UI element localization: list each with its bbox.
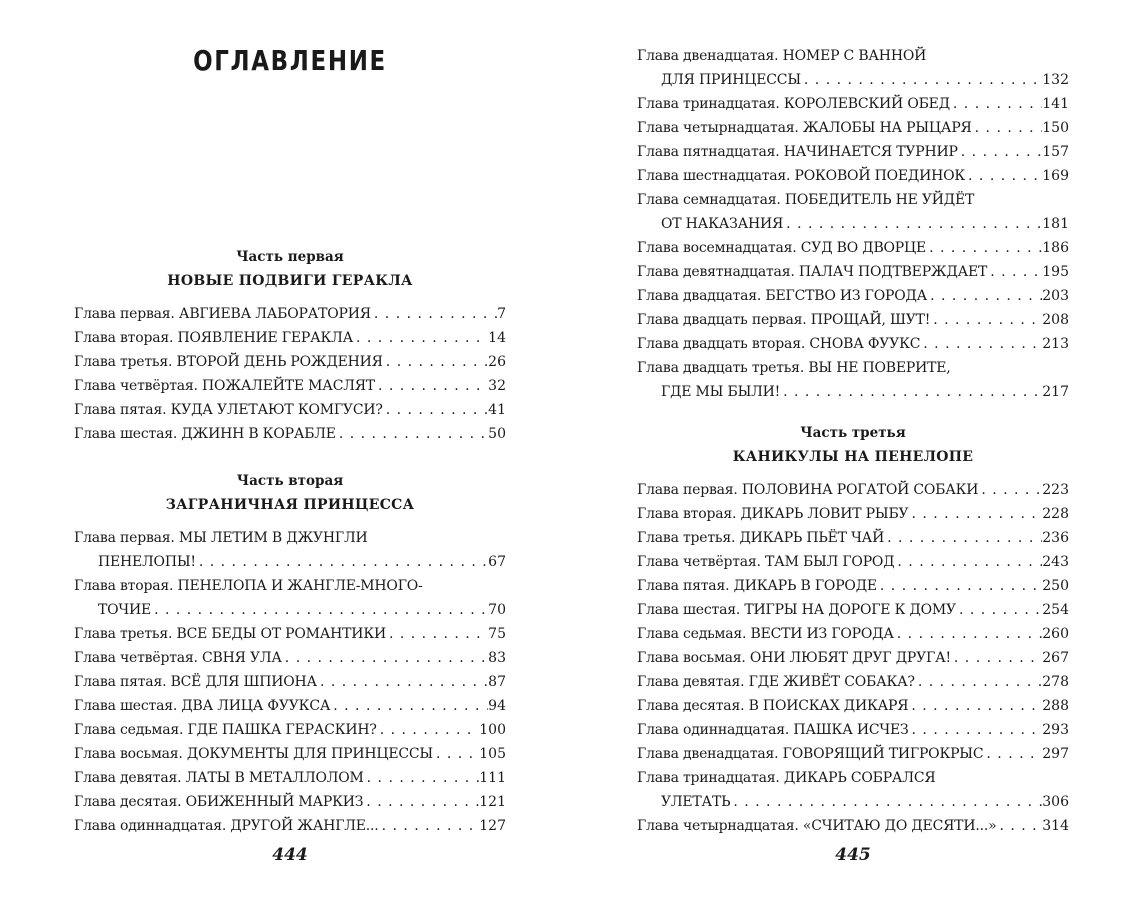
dot-leader [927, 284, 1042, 308]
chapter-title: Глава семнадцатая. ПОБЕДИТЕЛЬ НЕ УЙДЁТ [637, 192, 975, 208]
dot-leader [908, 502, 1042, 526]
chapter-title: Глава девятая. ГДЕ ЖИВЁТ СОБАКА? [637, 674, 915, 690]
toc-entry [637, 646, 1069, 670]
chapter-page-number: 181 [1042, 216, 1069, 232]
dot-leader [801, 68, 1042, 92]
part-label: Часть третья [800, 425, 906, 441]
chapter-page-number: 121 [479, 794, 506, 810]
chapter-title: Глава восьмая. ОНИ ЛЮБЯТ ДРУГ ДРУГА! [637, 650, 951, 666]
chapter-title: Глава четвёртая. СВНЯ УЛА [74, 650, 282, 666]
chapter-title: Глава четырнадцатая. ЖАЛОБЫ НА РЫЦАРЯ [637, 120, 972, 136]
chapter-page-number: 157 [1042, 144, 1069, 160]
chapter-title: Глава пятая. ВСЁ ДЛЯ ШПИОНА [74, 674, 317, 690]
toc-entry [637, 814, 1069, 838]
toc-entry [74, 422, 506, 446]
toc-entry [637, 284, 1069, 308]
part-title: КАНИКУЛЫ НА ПЕНЕЛОПЕ [732, 449, 974, 465]
toc-entry-line [74, 598, 506, 622]
toc-entry [637, 260, 1069, 284]
chapter-title: Глава четвёртая. ТАМ БЫЛ ГОРОД [637, 554, 895, 570]
toc-entry-line [637, 68, 1069, 92]
chapter-title: Глава первая. АВГИЕВА ЛАБОРАТОРИЯ [74, 306, 371, 322]
toc-entry [74, 374, 506, 398]
toc-entry [637, 598, 1069, 622]
toc-entry [637, 742, 1069, 766]
chapter-title: Глава одиннадцатая. ПАШКА ИСЧЕЗ [637, 722, 909, 738]
toc-entry [74, 814, 506, 838]
chapter-title: Глава восемнадцатая. СУД ВО ДВОРЦЕ [637, 240, 927, 256]
chapter-title: Глава четырнадцатая. «СЧИТАЮ ДО ДЕСЯТИ...» [637, 818, 997, 834]
dot-leader [330, 694, 488, 718]
dot-leader [996, 814, 1042, 838]
toc-entry [74, 718, 506, 742]
chapter-page-number: 141 [1042, 96, 1069, 112]
chapter-page-number: 26 [488, 354, 506, 370]
chapter-page-number: 254 [1042, 602, 1069, 618]
chapter-page-number: 169 [1042, 168, 1069, 184]
dot-leader [884, 526, 1042, 550]
toc-title: ОГЛАВЛЕНИЕ [193, 44, 387, 77]
dot-leader [730, 790, 1042, 814]
chapter-page-number: 306 [1042, 794, 1069, 810]
chapter-page-number: 288 [1042, 698, 1069, 714]
chapter-page-number: 7 [497, 306, 506, 322]
chapter-title: Глава шестая. ДЖИНН В КОРАБЛЕ [74, 426, 336, 442]
dot-leader [371, 302, 497, 326]
chapter-title: Глава первая. ПОЛОВИНА РОГАТОЙ СОБАКИ [637, 482, 979, 498]
chapter-page-number: 105 [479, 746, 506, 762]
chapter-title-continuation: ГДЕ МЫ БЫЛИ! [661, 384, 781, 400]
chapter-title: Глава седьмая. ВЕСТИ ИЗ ГОРОДА [637, 626, 894, 642]
chapter-title: Глава тринадцатая. ДИКАРЬ СОБРАЛСЯ [637, 770, 936, 786]
dot-leader [930, 308, 1042, 332]
dot-leader [375, 374, 488, 398]
chapter-page-number: 132 [1042, 72, 1069, 88]
dot-leader [353, 326, 488, 350]
toc-entry [637, 116, 1069, 140]
toc-entry [74, 646, 506, 670]
toc-entry [637, 92, 1069, 116]
chapter-title: Глава тринадцатая. КОРОЛЕВСКИЙ ОБЕД [637, 96, 950, 112]
dot-leader [336, 422, 488, 446]
toc-entry [637, 236, 1069, 260]
dot-leader [377, 718, 480, 742]
chapter-title: Глава двадцать первая. ПРОЩАЙ, ШУТ! [637, 312, 931, 328]
toc-entry-line [637, 188, 1069, 212]
chapter-title: Глава вторая. ДИКАРЬ ЛОВИТ РЫБУ [637, 506, 909, 522]
chapter-title: Глава двенадцатая. НОМЕР С ВАННОЙ [637, 48, 927, 64]
toc-entry [74, 694, 506, 718]
toc-entry [74, 326, 506, 350]
chapter-page-number: 186 [1042, 240, 1069, 256]
toc-entry [74, 742, 506, 766]
dot-leader [972, 116, 1043, 140]
part-title: НОВЫЕ ПОДВИГИ ГЕРАКЛА [167, 273, 413, 289]
chapter-title-continuation: ТОЧИЕ [98, 602, 152, 618]
chapter-page-number: 250 [1042, 578, 1069, 594]
chapter-page-number: 41 [488, 402, 506, 418]
chapter-page-number: 75 [488, 626, 506, 642]
chapter-page-number: 293 [1042, 722, 1069, 738]
toc-entry [637, 550, 1069, 574]
chapter-title-continuation: ОТ НАКАЗАНИЯ [661, 216, 784, 232]
chapter-page-number: 236 [1042, 530, 1069, 546]
chapter-page-number: 100 [479, 722, 506, 738]
toc-entry [74, 670, 506, 694]
chapter-page-number: 67 [488, 554, 506, 570]
dot-leader [151, 598, 488, 622]
chapter-page-number: 314 [1042, 818, 1069, 834]
toc-entry [637, 478, 1069, 502]
toc-entry-line [637, 44, 1069, 68]
chapter-page-number: 150 [1042, 120, 1069, 136]
toc-entry [637, 622, 1069, 646]
page-number-right: 445 [835, 845, 871, 865]
toc-entry [637, 164, 1069, 188]
chapter-title: Глава десятая. ОБИЖЕННЫЙ МАРКИЗ [74, 794, 364, 810]
dot-leader [958, 140, 1043, 164]
dot-leader [983, 742, 1042, 766]
chapter-title: Глава девятая. ЛАТЫ В МЕТАЛЛОЛОМ [74, 770, 364, 786]
chapter-page-number: 297 [1042, 746, 1069, 762]
chapter-page-number: 127 [479, 818, 506, 834]
toc-entry-line [637, 212, 1069, 236]
part-label: Часть первая [236, 249, 344, 265]
chapter-title: Глава одиннадцатая. ДРУГОЙ ЖАНГЛЕ... [74, 818, 379, 834]
dot-leader [196, 550, 488, 574]
chapter-title: Глава девятнадцатая. ПАЛАЧ ПОДТВЕРЖДАЕТ [637, 264, 988, 280]
chapter-title: Глава двадцатая. БЕГСТВО ИЗ ГОРОДА [637, 288, 928, 304]
chapter-title: Глава двадцать третья. ВЫ НЕ ПОВЕРИТЕ, [637, 360, 951, 376]
dot-leader [908, 694, 1042, 718]
toc-entry-line [637, 790, 1069, 814]
dot-leader [877, 574, 1042, 598]
chapter-page-number: 223 [1042, 482, 1069, 498]
part-label: Часть вторая [236, 473, 344, 489]
chapter-title: Глава восьмая. ДОКУМЕНТЫ ДЛЯ ПРИНЦЕССЫ [74, 746, 433, 762]
dot-leader [978, 478, 1042, 502]
toc-entry [74, 398, 506, 422]
dot-leader [783, 212, 1042, 236]
chapter-title: Глава шестнадцатая. РОКОВОЙ ПОЕДИНОК [637, 168, 966, 184]
toc-entry [74, 766, 506, 790]
chapter-title-continuation: ДЛЯ ПРИНЦЕССЫ [661, 72, 801, 88]
dot-leader [951, 646, 1042, 670]
part-1-section [74, 245, 506, 446]
chapter-title: Глава двадцать вторая. СНОВА ФУУКС [637, 336, 921, 352]
toc-entry [637, 308, 1069, 332]
toc-entry [74, 790, 506, 814]
dot-leader [363, 790, 479, 814]
chapter-page-number: 267 [1042, 650, 1069, 666]
dot-leader [364, 766, 480, 790]
toc-entry-line [74, 526, 506, 550]
chapter-page-number: 83 [488, 650, 506, 666]
dot-leader [379, 814, 480, 838]
dot-leader [894, 622, 1043, 646]
chapter-title: Глава вторая. ПОЯВЛЕНИЕ ГЕРАКЛА [74, 330, 353, 346]
toc-entry [637, 670, 1069, 694]
chapter-title: Глава десятая. В ПОИСКАХ ДИКАРЯ [637, 698, 909, 714]
chapter-page-number: 32 [488, 378, 506, 394]
dot-leader [926, 236, 1042, 260]
chapter-page-number: 217 [1042, 384, 1069, 400]
dot-leader [950, 92, 1042, 116]
chapter-title: Глава двенадцатая. ГОВОРЯЩИЙ ТИГРОКРЫС [637, 746, 984, 762]
chapter-page-number: 260 [1042, 626, 1069, 642]
dot-leader [909, 718, 1043, 742]
toc-entry [74, 302, 506, 326]
chapter-page-number: 195 [1042, 264, 1069, 280]
part-title: ЗАГРАНИЧНАЯ ПРИНЦЕССА [165, 497, 415, 513]
dot-leader [386, 622, 488, 646]
toc-entry-line [74, 574, 506, 598]
part-2-section [74, 469, 506, 838]
chapter-title-continuation: УЛЕТАТЬ [661, 794, 731, 810]
dot-leader [433, 742, 479, 766]
dot-leader [780, 380, 1042, 404]
toc-entry [637, 694, 1069, 718]
chapter-title: Глава седьмая. ГДЕ ПАШКА ГЕРАСКИН? [74, 722, 377, 738]
dot-leader [965, 164, 1042, 188]
toc-entry-line [637, 766, 1069, 790]
chapter-page-number: 50 [488, 426, 506, 442]
chapter-title: Глава шестая. ТИГРЫ НА ДОРОГЕ К ДОМУ [637, 602, 956, 618]
toc-entry [637, 718, 1069, 742]
page-number-left: 444 [272, 845, 308, 865]
chapter-page-number: 111 [479, 770, 506, 786]
dot-leader [383, 398, 488, 422]
toc-entry [74, 622, 506, 646]
chapter-title: Глава вторая. ПЕНЕЛОПА И ЖАНГЛЕ-МНОГО- [74, 578, 423, 594]
chapter-title: Глава пятая. КУДА УЛЕТАЮТ КОМГУСИ? [74, 402, 383, 418]
chapter-page-number: 70 [488, 602, 506, 618]
chapter-title: Глава пятая. ДИКАРЬ В ГОРОДЕ [637, 578, 877, 594]
dot-leader [915, 670, 1042, 694]
chapter-title: Глава четвёртая. ПОЖАЛЕЙТЕ МАСЛЯТ [74, 378, 375, 394]
dot-leader [383, 350, 488, 374]
toc-entry [637, 526, 1069, 550]
chapter-page-number: 278 [1042, 674, 1069, 690]
chapter-page-number: 228 [1042, 506, 1069, 522]
chapter-page-number: 213 [1042, 336, 1069, 352]
chapter-title: Глава шестая. ДВА ЛИЦА ФУУКСА [74, 698, 331, 714]
chapter-page-number: 94 [488, 698, 506, 714]
chapter-page-number: 14 [488, 330, 506, 346]
part-3-section [637, 421, 1069, 838]
toc-entry [637, 502, 1069, 526]
chapter-title: Глава третья. ДИКАРЬ ПЬЁТ ЧАЙ [637, 530, 885, 546]
dot-leader [920, 332, 1042, 356]
toc-entry [637, 574, 1069, 598]
chapter-page-number: 87 [488, 674, 506, 690]
toc-entry-line [637, 356, 1069, 380]
toc-entry [637, 332, 1069, 356]
chapter-page-number: 203 [1042, 288, 1069, 304]
toc-entry [637, 140, 1069, 164]
chapter-title: Глава третья. ВТОРОЙ ДЕНЬ РОЖДЕНИЯ [74, 354, 383, 370]
chapter-title: Глава третья. ВСЕ БЕДЫ ОТ РОМАНТИКИ [74, 626, 386, 642]
dot-leader [894, 550, 1042, 574]
continued-entries [637, 44, 1069, 404]
chapter-title-continuation: ПЕНЕЛОПЫ! [98, 554, 196, 570]
chapter-title: Глава пятнадцатая. НАЧИНАЕТСЯ ТУРНИР [637, 144, 958, 160]
dot-leader [956, 598, 1042, 622]
toc-entry-line [637, 380, 1069, 404]
dot-leader [282, 646, 488, 670]
dot-leader [317, 670, 488, 694]
dot-leader [987, 260, 1042, 284]
chapter-title: Глава первая. МЫ ЛЕТИМ В ДЖУНГЛИ [74, 530, 368, 546]
toc-entry [74, 350, 506, 374]
toc-entry-line [74, 550, 506, 574]
chapter-page-number: 243 [1042, 554, 1069, 570]
chapter-page-number: 208 [1042, 312, 1069, 328]
